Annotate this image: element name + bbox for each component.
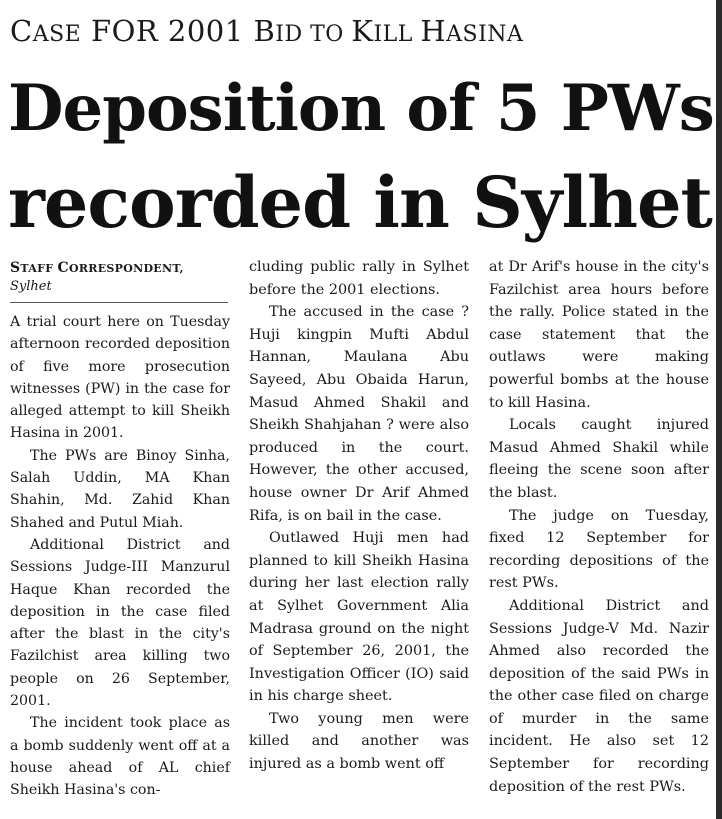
kicker-part: ASE — [32, 22, 82, 47]
paragraph: Two young men were killed and another was injured as a bomb went off — [249, 710, 469, 773]
byline-location: Sylhet — [10, 279, 52, 294]
byline-part: ORRESPONDENT, — [68, 262, 184, 275]
article-column-2 — [249, 256, 469, 776]
kicker-part: FOR 2001 — [81, 14, 254, 48]
paragraph: cluding public rally in Sylhet before the 2001 elections. — [249, 259, 469, 298]
byline-divider — [10, 302, 228, 303]
kicker-part: H — [420, 14, 447, 48]
headline-line-1: Deposition of 5 PWs — [8, 71, 714, 146]
article-column-3 — [489, 256, 709, 798]
paragraph: Outlawed Huji men had planned to kill Sheikh Hasina during her last election rally at Sylhet Government Alia Madrasa ground on the night of September 26, 2001, the Investigation Officer (IO) said in his charge sheet. — [249, 530, 469, 705]
paragraph: Additional District and Sessions Judge-III Manzurul Haque Khan recorded the deposition in the case filed after the blast in the city's Fazilchist area killing two people on 26 September, 2001. — [10, 536, 230, 710]
paragraph: The PWs are Binoy Sinha, Salah Uddin, MA Khan Shahin, Md. Zahid Khan Shahed and Putul Miah. — [10, 447, 230, 531]
article-column-1 — [10, 256, 230, 802]
byline-part: S — [10, 260, 21, 276]
kicker-part: K — [351, 14, 374, 48]
byline-author — [10, 258, 230, 279]
headline — [8, 62, 714, 250]
byline-part: C — [57, 260, 69, 276]
paragraph: at Dr Arif's house in the city's Fazilchist area hours before the rally. Police stated in the case statement that the outlaws were making powerful bombs at the house to kill Hasina. — [489, 259, 709, 411]
kicker-part: ID TO — [275, 22, 352, 47]
paragraph: A trial court here on Tuesday afternoon recorded deposition of five more prosecution witnesses (PW) in the case for alleged attempt to kill Sheikh Hasina in 2001. — [10, 314, 230, 442]
kicker-part: B — [253, 14, 276, 48]
page-edge-shadow — [716, 0, 722, 819]
kicker-part: ASINA — [446, 22, 524, 47]
byline-part: TAFF — [20, 262, 58, 275]
kicker-part: ILL — [373, 22, 421, 47]
paragraph: Locals caught injured Masud Ahmed Shakil while fleeing the scene soon after the blast. — [489, 417, 709, 501]
section-kicker — [10, 14, 523, 48]
paragraph: Additional District and Sessions Judge-V Md. Nazir Ahmed also recorded the deposition of the said PWs in the other case filed on charge of murder in the same incident. He also set 12 September for recording deposition of the rest PWs. — [489, 597, 709, 795]
paragraph: The accused in the case ? Huji kingpin Mufti Abdul Hannan, Maulana Abu Sayeed, Abu Obaida Harun, Masud Ahmed Shakil and Sheikh Shahjahan ? were also produced in the court. However, the other accused, house owner Dr Arif Ahmed Rifa, is on bail in the case. — [249, 304, 469, 524]
headline-line-2: recorded in Sylhet — [8, 161, 712, 244]
paragraph: The incident took place as a bomb suddenly went off at a house ahead of AL chief Sheikh Hasina's con- — [10, 715, 230, 799]
kicker-part: C — [10, 14, 33, 48]
paragraph: The judge on Tuesday, fixed 12 September for recording depositions of the rest PWs. — [489, 507, 709, 592]
